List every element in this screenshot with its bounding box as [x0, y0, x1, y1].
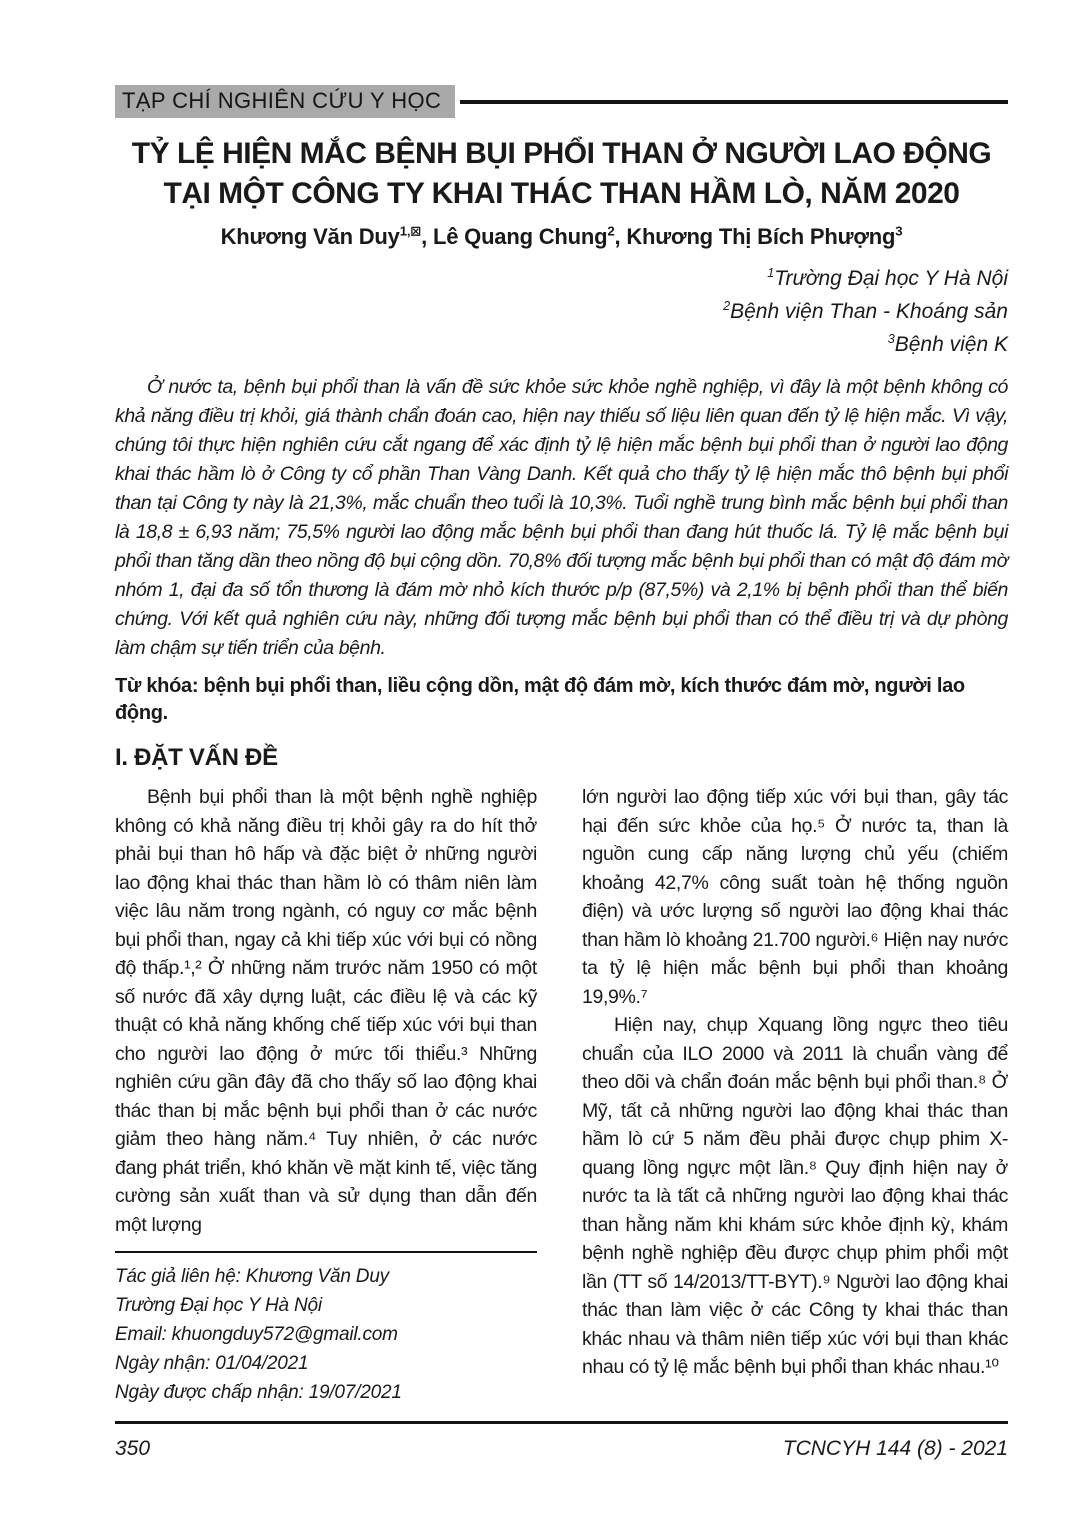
- body-paragraph-1: Bệnh bụi phổi than là một bệnh nghề nghiệp không có khả năng điều trị khỏi gây ra do hít thở phải bụi than hô hấp và đặc biệt ở những người lao động khai thác than hầm lò có thâm niên làm việc lâu năm trong ngành, có nguy cơ mắc bệnh bụi phổi than, ngay cả khi tiếp xúc với bụi có nồng độ thấp.¹,² Ở những năm trước năm 1950 có một số nước đã xây dựng luật, các điều lệ và các kỹ thuật có khả năng khống chế tiếp xúc với bụi than cho người lao động ở mức tối thiểu.³ Những nghiên cứu gần đây đã cho thấy số lao động khai thác than bị mắc bệnh bụi phổi than ở các nước giảm theo hàng năm.⁴ Tuy nhiên, ở các nước đang phát triển, khó khăn về mặt kinh tế, việc tăng cường sản xuất than và sử dụng than dẫn đến một lượng: [115, 786, 537, 1236]
- journal-name-badge: TẠP CHÍ NGHIÊN CỨU Y HỌC: [115, 85, 455, 118]
- contact-line-accepted-date: Ngày được chấp nhận: 19/07/2021: [115, 1382, 402, 1403]
- contact-line-email: Email: khuongduy572@gmail.com: [115, 1324, 398, 1345]
- contact-info-block: [115, 1251, 537, 1407]
- paper-title: [115, 134, 1008, 214]
- paper-title-line-1: TỶ LỆ HIỆN MẮC BỆNH BỤI PHỔI THAN Ở NGƯỜI LAO ĐỘNG: [131, 137, 992, 170]
- body-paragraph-3: Hiện nay, chụp Xquang lồng ngực theo tiêu chuẩn của ILO 2000 và 2011 là chuẩn vàng để theo dõi và chẩn đoán mắc bệnh bụi phổi than.⁸ Ở Mỹ, tất cả những người lao động khai thác than hầm lò cứ 5 năm đều phải được chụp phim X-quang lồng ngực một lần.⁸ Quy định hiện nay ở nước ta là tất cả những người lao động khai thác than hằng năm khi khám sức khỏe định kỳ, khám bệnh nghề nghiệp đều được chụp phim phổi một lần (TT số 14/2013/TT-BYT).⁹ Người lao động khai thác than làm việc ở các Công ty khai thác than khác nhau và thâm niên tiếp xúc với bụi than khác nhau có tỷ lệ mắc bệnh bụi phổi than khác nhau.¹⁰: [582, 1014, 1008, 1378]
- page-footer: [115, 1421, 1008, 1461]
- page-number: 350: [115, 1437, 151, 1460]
- body-column-right: [582, 783, 1008, 1407]
- author-3-superscript: 3: [895, 223, 903, 239]
- affiliation-3-text: Bệnh viện K: [894, 333, 1008, 356]
- affiliation-2-text: Bệnh viện Than - Khoáng sản: [730, 300, 1008, 323]
- body-column-left: [115, 783, 537, 1407]
- author-2-superscript: 2: [607, 223, 615, 239]
- page-header: [115, 85, 1008, 118]
- abstract-paragraph: Ở nước ta, bệnh bụi phổi than là vấn đề sức khỏe sức khỏe nghề nghiệp, vì đây là một bệnh không có khả năng điều trị khỏi, giá thành chẩn đoán cao, hiện nay thiếu số liệu liên quan đến tỷ lệ hiện mắc. Vì vậy, chúng tôi thực hiện nghiên cứu cắt ngang để xác định tỷ lệ hiện mắc bệnh bụi phổi than ở người lao động khai thác hầm lò ở Công ty cổ phần Than Vàng Danh. Kết quả cho thấy tỷ lệ hiện mắc thô bệnh bụi phổi than tại Công ty này là 21,3%, mắc chuẩn theo tuổi là 10,3%. Tuổi nghề trung bình mắc bệnh bụi phổi than là 18,8 ± 6,93 năm; 75,5% người lao động mắc bệnh bụi phổi than đang hút thuốc lá. Tỷ lệ mắc bệnh bụi phổi than tăng dần theo nồng độ bụi cộng dồn. 70,8% đối tượng mắc bệnh bụi phổi than có mật độ đám mờ nhóm 1, đại đa số tổn thương là đám mờ nhỏ kích thước p/p (87,5%) và 2,1% bị bệnh phổi than thể biến chứng. Với kết quả nghiên cứu này, những đối tượng mắc bệnh bụi phổi than có thể điều trị và dự phòng làm chậm sự tiến triển của bệnh.: [115, 376, 1008, 659]
- affiliation-2-superscript: 2: [723, 299, 731, 313]
- contact-line-corresponding-author: Tác giả liên hệ: Khương Văn Duy: [115, 1266, 389, 1287]
- contact-line-institution: Trường Đại học Y Hà Nội: [115, 1295, 322, 1316]
- author-1-name: Khương Văn Duy: [220, 224, 400, 249]
- affiliations-block: [115, 262, 1008, 361]
- author-1-superscript: 1,⊠: [399, 223, 422, 239]
- paper-title-line-2: TẠI MỘT CÔNG TY KHAI THÁC THAN HẦM LÒ, NĂM 2020: [163, 177, 960, 210]
- keywords-line: Từ khóa: bệnh bụi phổi than, liều cộng dồn, mật độ đám mờ, kích thước đám mờ, người lao động.: [115, 675, 965, 724]
- affiliation-2: [115, 295, 1008, 328]
- header-rule: [460, 100, 1008, 104]
- body-paragraph-2: lớn người lao động tiếp xúc với bụi than, gây tác hại đến sức khỏe của họ.⁵ Ở nước ta, than là nguồn cung cấp năng lượng chủ yếu (chiếm khoảng 42,7% công suất toàn hệ thống nguồn điện) và ước lượng số người lao động khai thác than hầm lò khoảng 21.700 người.⁶ Hiện nay nước ta tỷ lệ hiện mắc bệnh bụi phổi than khoảng 19,9%.⁷: [582, 786, 1008, 1008]
- affiliation-3: [115, 328, 1008, 361]
- affiliation-1-superscript: 1: [767, 266, 775, 280]
- affiliation-3-superscript: 3: [887, 332, 895, 346]
- contact-line-received-date: Ngày nhận: 01/04/2021: [115, 1353, 309, 1374]
- authors-line: [115, 224, 1008, 250]
- affiliation-1-text: Trường Đại học Y Hà Nội: [774, 267, 1008, 290]
- section-heading-dat-van-de: I. ĐẶT VẤN ĐỀ: [115, 744, 278, 771]
- author-3-name: , Khương Thị Bích Phượng: [614, 224, 896, 249]
- author-2-name: , Lê Quang Chung: [421, 224, 608, 249]
- journal-issue-reference: TCNCYH 144 (8) - 2021: [782, 1437, 1008, 1460]
- body-columns: [115, 783, 1008, 1407]
- affiliation-1: [115, 262, 1008, 295]
